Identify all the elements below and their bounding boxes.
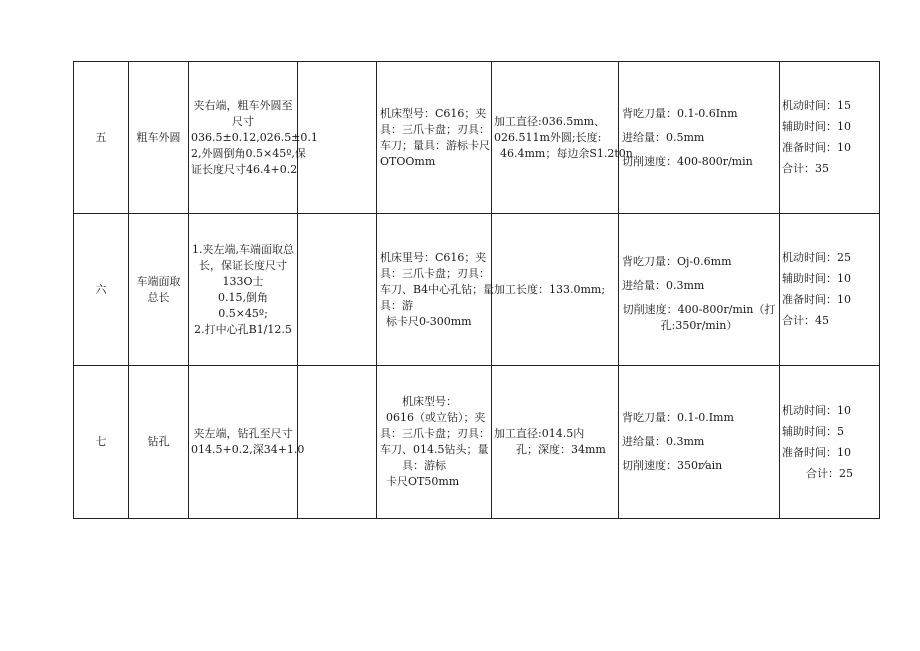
text-line: 加工长度：133.0mm; bbox=[494, 282, 606, 296]
text-line: 卡尺OT50mm bbox=[386, 475, 460, 488]
text-line: 背吃刀量：Oj-0.6mm bbox=[622, 254, 732, 268]
text-line: 具：游 bbox=[380, 298, 413, 312]
text-line: 具：三爪卡盘；刃具： bbox=[380, 122, 490, 136]
text-line: 车端面取 bbox=[136, 274, 181, 288]
text-line: 0.5×45º; bbox=[218, 306, 268, 320]
text-line: 机动时间：15 bbox=[782, 99, 851, 112]
text-line: 粗车外圆 bbox=[136, 130, 181, 144]
text-line: 长，保证长度尺寸 bbox=[199, 258, 287, 272]
text-line: 机床型号： bbox=[402, 395, 457, 408]
text-line: 机动时间：10 bbox=[782, 403, 851, 417]
text-line: 切削速度：350r⁄ain bbox=[622, 459, 723, 472]
text-line: OTOOmm bbox=[380, 154, 436, 168]
text-line: 切削速度：400-800r/min bbox=[622, 154, 753, 168]
text-line: 机动时间：25 bbox=[782, 251, 851, 264]
time-cell bbox=[780, 214, 880, 366]
text-line: 具：游标 bbox=[402, 459, 446, 472]
dimension-cell bbox=[492, 366, 619, 519]
text-line: 合计：35 bbox=[782, 162, 829, 175]
text-line: 2,外圆倒角0.5×45º,保 bbox=[191, 146, 306, 160]
step-number: 七 bbox=[74, 366, 129, 519]
dimension-cell bbox=[492, 62, 633, 214]
step-number: 五 bbox=[74, 62, 129, 214]
text-line: 0616（或立钻）；夹 bbox=[386, 411, 486, 424]
table-row bbox=[74, 62, 880, 214]
empty-cell bbox=[298, 214, 377, 366]
empty-cell bbox=[298, 366, 377, 519]
cutting-params-cell bbox=[619, 366, 780, 519]
time-cell bbox=[780, 366, 880, 519]
text-line: 具：三爪卡盘；刃具： bbox=[380, 427, 490, 440]
process-table bbox=[73, 61, 880, 519]
dimension-cell bbox=[492, 214, 619, 366]
text-line: 背吃刀量：0.1-0.Imm bbox=[622, 411, 734, 424]
text-line: 133O士 bbox=[222, 274, 264, 288]
text-line: 2.打中心孔B1/12.5 bbox=[194, 322, 292, 336]
equipment-cell bbox=[377, 366, 492, 519]
text-line: 辅助时间：10 bbox=[782, 272, 851, 285]
text-line: 合计：25 bbox=[806, 466, 853, 480]
step-name bbox=[129, 62, 189, 214]
text-line: 准备时间：10 bbox=[782, 445, 851, 459]
text-line: 背吃刀量：0.1-0.6Inm bbox=[622, 106, 738, 120]
step-content bbox=[189, 62, 318, 214]
text-line: 钻孔 bbox=[147, 435, 170, 448]
equipment-cell bbox=[377, 214, 495, 366]
text-line: 标卡尺0-300mm bbox=[386, 314, 472, 328]
text-line: 辅助时间：10 bbox=[782, 120, 851, 133]
text-line: 车刀；量具：游标卡尺 bbox=[380, 138, 490, 152]
step-number: 六 bbox=[74, 214, 129, 366]
text-line: 机床型号：C616；夹 bbox=[380, 106, 487, 120]
text-line: 机床里号：C616；夹 bbox=[380, 250, 487, 264]
text-line: 46.4mm；每边余S1.2t0n bbox=[500, 146, 633, 160]
text-line: 036.5±0.12,026.5±0.1 bbox=[191, 130, 318, 144]
text-line: 1.夹左端,车端面取总 bbox=[192, 242, 294, 256]
text-line: 进给量：0.3mm bbox=[622, 278, 705, 292]
text-line: 加工直径:036.5mm、 bbox=[494, 114, 606, 128]
text-line: 进给量：0.5mm bbox=[622, 130, 705, 144]
text-line: 026.511m外圆;长度: bbox=[494, 130, 602, 144]
cutting-params-cell bbox=[619, 62, 780, 214]
text-line: 车刀、014.5钻头；量 bbox=[380, 443, 489, 456]
cutting-params-cell bbox=[619, 214, 780, 366]
text-line: 尺寸 bbox=[232, 114, 254, 128]
text-line: 总长 bbox=[147, 290, 170, 304]
text-line: 具：三爪卡盘；刃具： bbox=[380, 266, 490, 280]
text-line: 014.5+0.2,深34+1.0 bbox=[191, 443, 305, 456]
text-line: 夹左端，钻孔至尺寸 bbox=[193, 427, 293, 440]
text-line: 孔:350r/min） bbox=[660, 318, 738, 332]
table-row bbox=[74, 366, 880, 519]
text-line: 车刀、B4中心孔钻；量 bbox=[380, 282, 495, 296]
time-cell bbox=[780, 62, 880, 214]
text-line: 准备时间：10 bbox=[782, 293, 851, 306]
text-line: 加工直径:014.5内 bbox=[494, 427, 585, 440]
step-content bbox=[189, 214, 298, 366]
step-name bbox=[129, 214, 189, 366]
step-content bbox=[189, 366, 305, 519]
equipment-cell bbox=[377, 62, 492, 214]
table-row bbox=[74, 214, 880, 366]
text-line: 进给量：0.3mm bbox=[622, 435, 705, 448]
text-line: 夹右端，粗车外圆至 bbox=[193, 98, 293, 112]
text-line: 辅助时间：5 bbox=[782, 424, 844, 438]
text-line: 孔；深度：34mm bbox=[516, 443, 606, 456]
text-line: 证长度尺寸46.4+0.2 bbox=[191, 162, 298, 176]
step-name bbox=[129, 366, 189, 519]
text-line: 准备时间：10 bbox=[782, 141, 851, 154]
text-line: 合计：45 bbox=[782, 314, 829, 327]
text-line: 0.15,倒角 bbox=[218, 290, 268, 304]
text-line: 切削速度：400-800r/min（打 bbox=[622, 302, 776, 316]
